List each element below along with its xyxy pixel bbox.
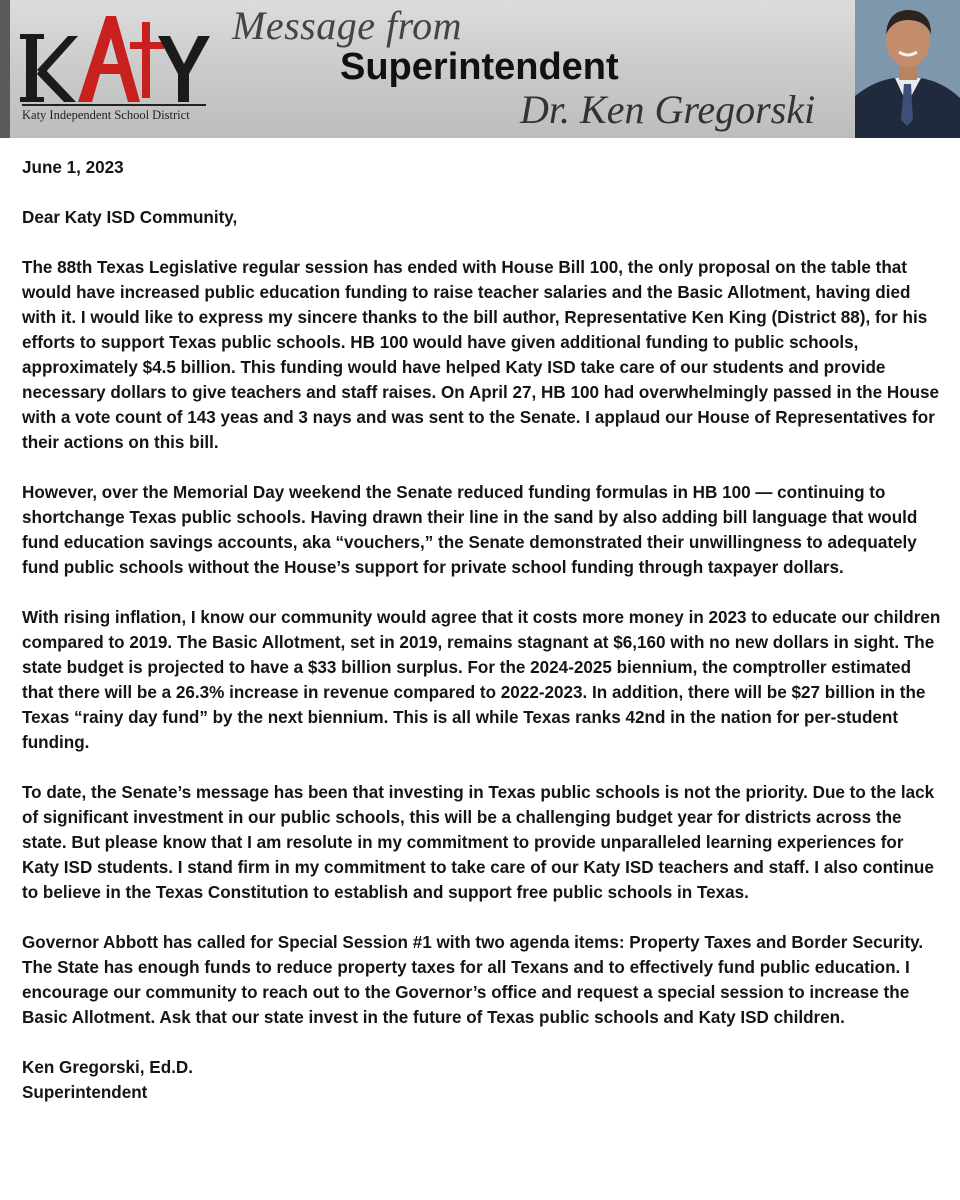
signature-title: Superintendent (22, 1083, 148, 1102)
letter-date: June 1, 2023 (22, 158, 124, 177)
letter-salutation: Dear Katy ISD Community, (22, 208, 238, 227)
message-from-text: Message from (232, 3, 463, 48)
superintendent-title: Superintendent (340, 46, 619, 88)
letter-paragraph: With rising inflation, I know our community would agree that it costs more money in 2023 to educate our children compared to 2019. The Basic Allotment, set in 2019, remains stagnant at $6,160 with no new dollars in sight. The state budget is projected to have a $33 billion surplus. For the 2024-2025 biennium, the comptroller estimated that there will be a 26.3% increase in revenue compared to 2022-2023. In addition, there will be $27 billion in the Texas “rainy day fund” by the next biennium. This is all while Texas ranks 42nd in the nation for per-student funding. (22, 608, 941, 752)
header-banner (0, 0, 960, 138)
portrait-graphic (855, 0, 960, 138)
letter-paragraph: Governor Abbott has called for Special Session #1 with two agenda items: Property Taxes and Border Security. The State has enough funds to reduce property taxes for all Texans and to effectively fund public education. I encourage our community to reach out to the Governor’s office and request a special session to increase the Basic Allotment. Ask that our state invest in the future of Texas public schools and Katy ISD children. (22, 933, 924, 1027)
superintendent-name: Dr. Ken Gregorski (520, 87, 816, 132)
letter-body (22, 155, 942, 1105)
letter-paragraph: To date, the Senate’s message has been that investing in Texas public schools is not the priority. Due to the lack of significant investment in our public schools, this will be a challenging budget year for districts across the state. But please know that I am resolute in my commitment to provide unparalleled learning experiences for Katy ISD students. I stand firm in my commitment to take care of our Katy ISD teachers and staff. I also continue to believe in the Texas Constitution to establish and support free public schools in Texas. (22, 783, 935, 902)
letter-paragraph: However, over the Memorial Day weekend the Senate reduced funding formulas in HB 100 — continuing to shortchange Texas public schools. Having drawn their line in the sand by also adding bill language that would fund education savings accounts, aka “vouchers,” the Senate demonstrated their unwillingness to adequately fund public schools without the House’s support for private school funding through taxpayer dollars. (22, 483, 918, 577)
district-name: Katy Independent School District (22, 104, 206, 123)
banner-edge (0, 0, 10, 138)
superintendent-photo (855, 0, 960, 138)
signature-name: Ken Gregorski, Ed.D. (22, 1058, 193, 1077)
letter-paragraph: The 88th Texas Legislative regular session has ended with House Bill 100, the only proposal on the table that would have increased public education funding to raise teacher salaries and the Basic Allotment, having died with it. I would like to express my sincere thanks to the bill author, Representative Ken King (District 88), for his efforts to support Texas public schools. HB 100 would have given additional funding to public schools, approximately $4.5 billion. This funding would have helped Katy ISD take care of our students and provide necessary dollars to give teachers and staff raises. On April 27, HB 100 had overwhelmingly passed in the House with a vote count of 143 yeas and 3 nays and was sent to the Senate. I applaud our House of Representatives for their actions on this bill. (22, 258, 940, 452)
